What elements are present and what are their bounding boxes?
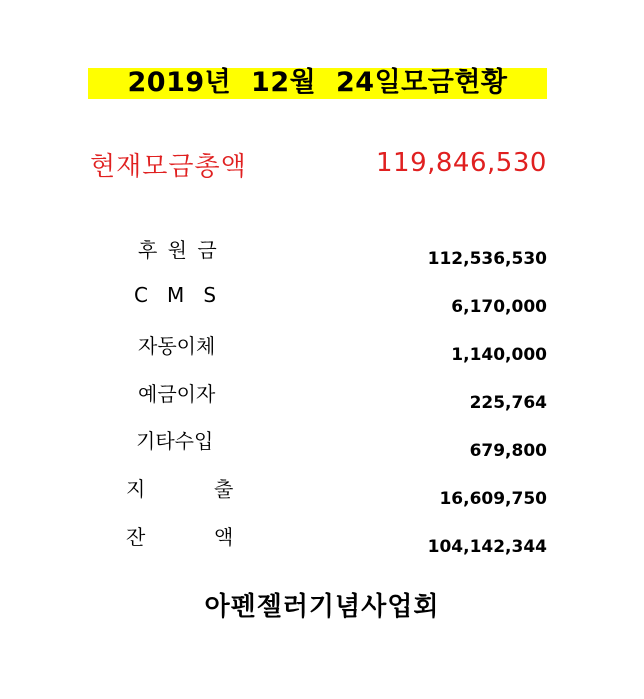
- expense-label-tail: 출: [214, 477, 234, 501]
- balance-value: 104,142,344: [427, 537, 547, 557]
- auto-transfer-label: 자동이체: [138, 334, 216, 358]
- donation-value: 112,536,530: [427, 249, 547, 269]
- donation-label: 후 원 금: [138, 238, 219, 262]
- balance-label-tail: 액: [214, 525, 234, 549]
- balance-label: 잔: [126, 525, 146, 549]
- deposit-interest-label: 예금이자: [138, 382, 216, 406]
- auto-transfer-value: 1,140,000: [451, 345, 547, 365]
- expense-value: 16,609,750: [439, 489, 547, 509]
- cms-label: C M S: [134, 283, 217, 307]
- total-amount-label: 현재모금총액: [90, 152, 247, 182]
- deposit-interest-value: 225,764: [469, 393, 547, 413]
- total-amount-value: 119,846,530: [376, 148, 547, 178]
- page-title: 2019년 12월 24일모금현황: [127, 67, 508, 98]
- cms-value: 6,170,000: [451, 297, 547, 317]
- other-income-value: 679,800: [469, 441, 547, 461]
- other-income-label: 기타수입: [136, 429, 214, 453]
- expense-label: 지: [126, 477, 146, 501]
- organization-name: 아펜젤러기념사업회: [204, 592, 440, 622]
